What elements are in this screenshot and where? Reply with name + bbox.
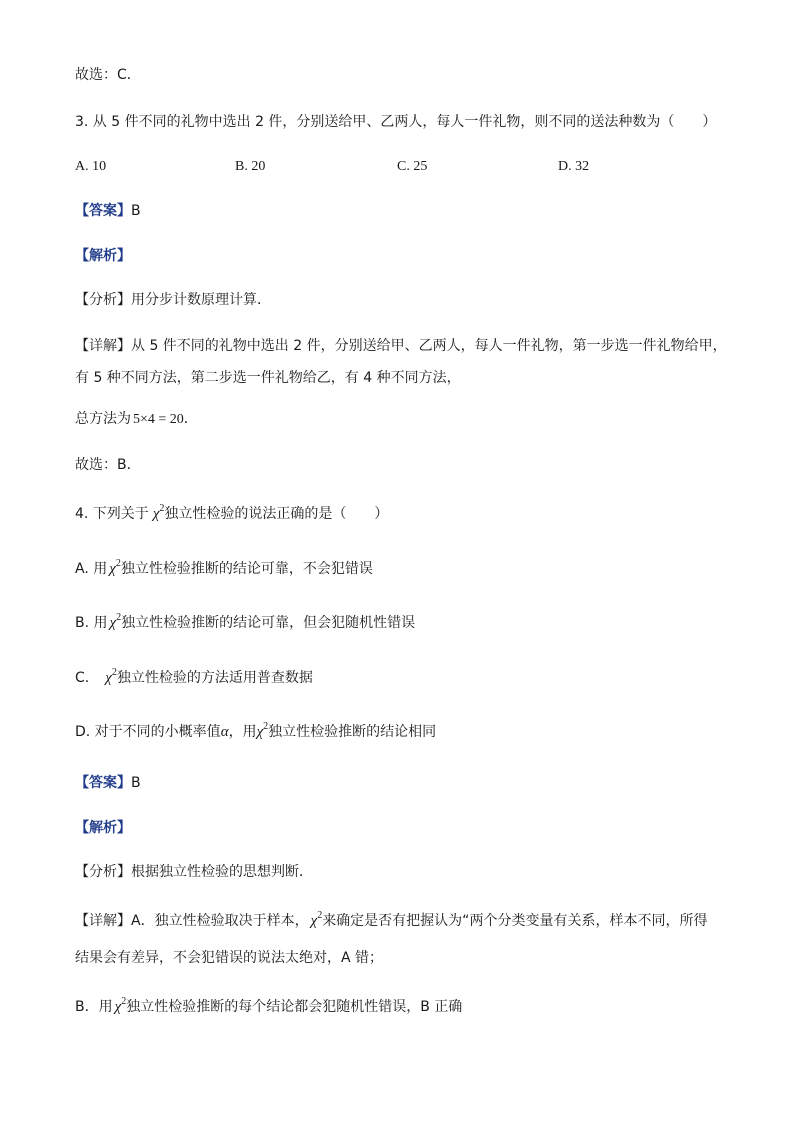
answer-value: B [131,775,141,791]
q3-fenxi [75,290,271,310]
q4-detail-line-2: 结果会有差异，不会犯错误的说法太绝对，A 错； [75,950,384,966]
q2-conclusion: 故选：C． [75,67,141,83]
detail-text: 从 5 件不同的礼物中选出 2 件，分别送给甲、乙两人，每人一件礼物，第一步选一件礼物给甲， [131,338,727,354]
total-prefix: 总方法为 [75,411,131,427]
q4-detail-line-1: 【详解】A．独立性检验取决于样本， $\chi^2$来确定是否有把握认为“两个分类变量有关系，样本不同，所得 [75,910,708,929]
q4-option-d: D. 对于不同的小概率值α，用$\chi^2$独立性检验推断的结论相同 [75,721,437,740]
total-suffix: ． [183,411,198,427]
answer-tag: 【答案】 [75,775,131,791]
fenxi-text: 用分步计数原理计算． [131,292,271,308]
q4-stem [75,504,388,524]
q3-detail-line-2: 有 5 种不同方法，第二步选一件礼物给乙，有 4 种不同方法， [75,370,461,386]
q3-option-c: C. 25 [397,159,428,174]
answer-value: B [131,203,141,219]
q3-stem: 3. 从 5 件不同的礼物中选出 2 件，分别送给甲、乙两人，每人一件礼物，则不同的送法种数为（ ） [75,114,717,130]
chi-squared-symbol: $\chi^2$ [105,667,117,686]
q3-conclusion: 故选：B． [75,457,141,473]
analysis-tag: 【解析】 [75,248,131,264]
analysis-tag: 【解析】 [75,820,131,836]
chi-squared-symbol: $\chi^2$ [109,558,121,577]
alpha-symbol: α [220,724,229,740]
q3-option-a: A. 10 [75,159,107,174]
q4-detail-line-3: B．用 $\chi^2$独立性检验推断的每个结论都会犯随机性错误，B 正确 [75,996,463,1015]
chi-squared-symbol: $\chi^2$ [256,721,269,740]
q3-option-b: B. 20 [235,159,266,174]
chi-squared-symbol: $\chi^2$ [114,996,127,1015]
q4-fenxi [75,862,313,882]
stem-suffix: 独立性检验的说法正确的是（ ） [164,506,389,522]
detail-tag: 【详解】 [75,913,131,929]
q3-detail-line-1 [75,336,727,356]
fenxi-text: 根据独立性检验的思想判断． [131,864,313,880]
fenxi-tag: 【分析】 [75,292,131,308]
chi-squared-symbol: $\chi^2$ [152,503,165,522]
q4-option-c: C. $\chi^2$独立性检验的方法适用普查数据 [75,667,313,686]
q4-analysis-heading [75,818,131,838]
fenxi-tag: 【分析】 [75,864,131,880]
q3-option-d: D. 32 [558,159,590,174]
answer-tag: 【答案】 [75,203,131,219]
q3-total [75,409,198,430]
q4-option-b: B. 用 $\chi^2$独立性检验推断的结论可靠，但会犯随机性错误 [75,612,416,631]
q3-answer [75,201,141,221]
q3-analysis-heading [75,246,131,266]
detail-tag: 【详解】 [75,338,131,354]
q4-option-a: A. 用 $\chi^2$独立性检验推断的结论可靠，不会犯错误 [75,558,373,577]
q4-answer [75,773,141,793]
chi-squared-symbol: $\chi^2$ [109,612,122,631]
chi-squared-symbol: $\chi^2$ [310,910,323,929]
stem-prefix: 4. 下列关于 [75,506,149,522]
total-formula: 5×4 = 20 [133,412,184,427]
